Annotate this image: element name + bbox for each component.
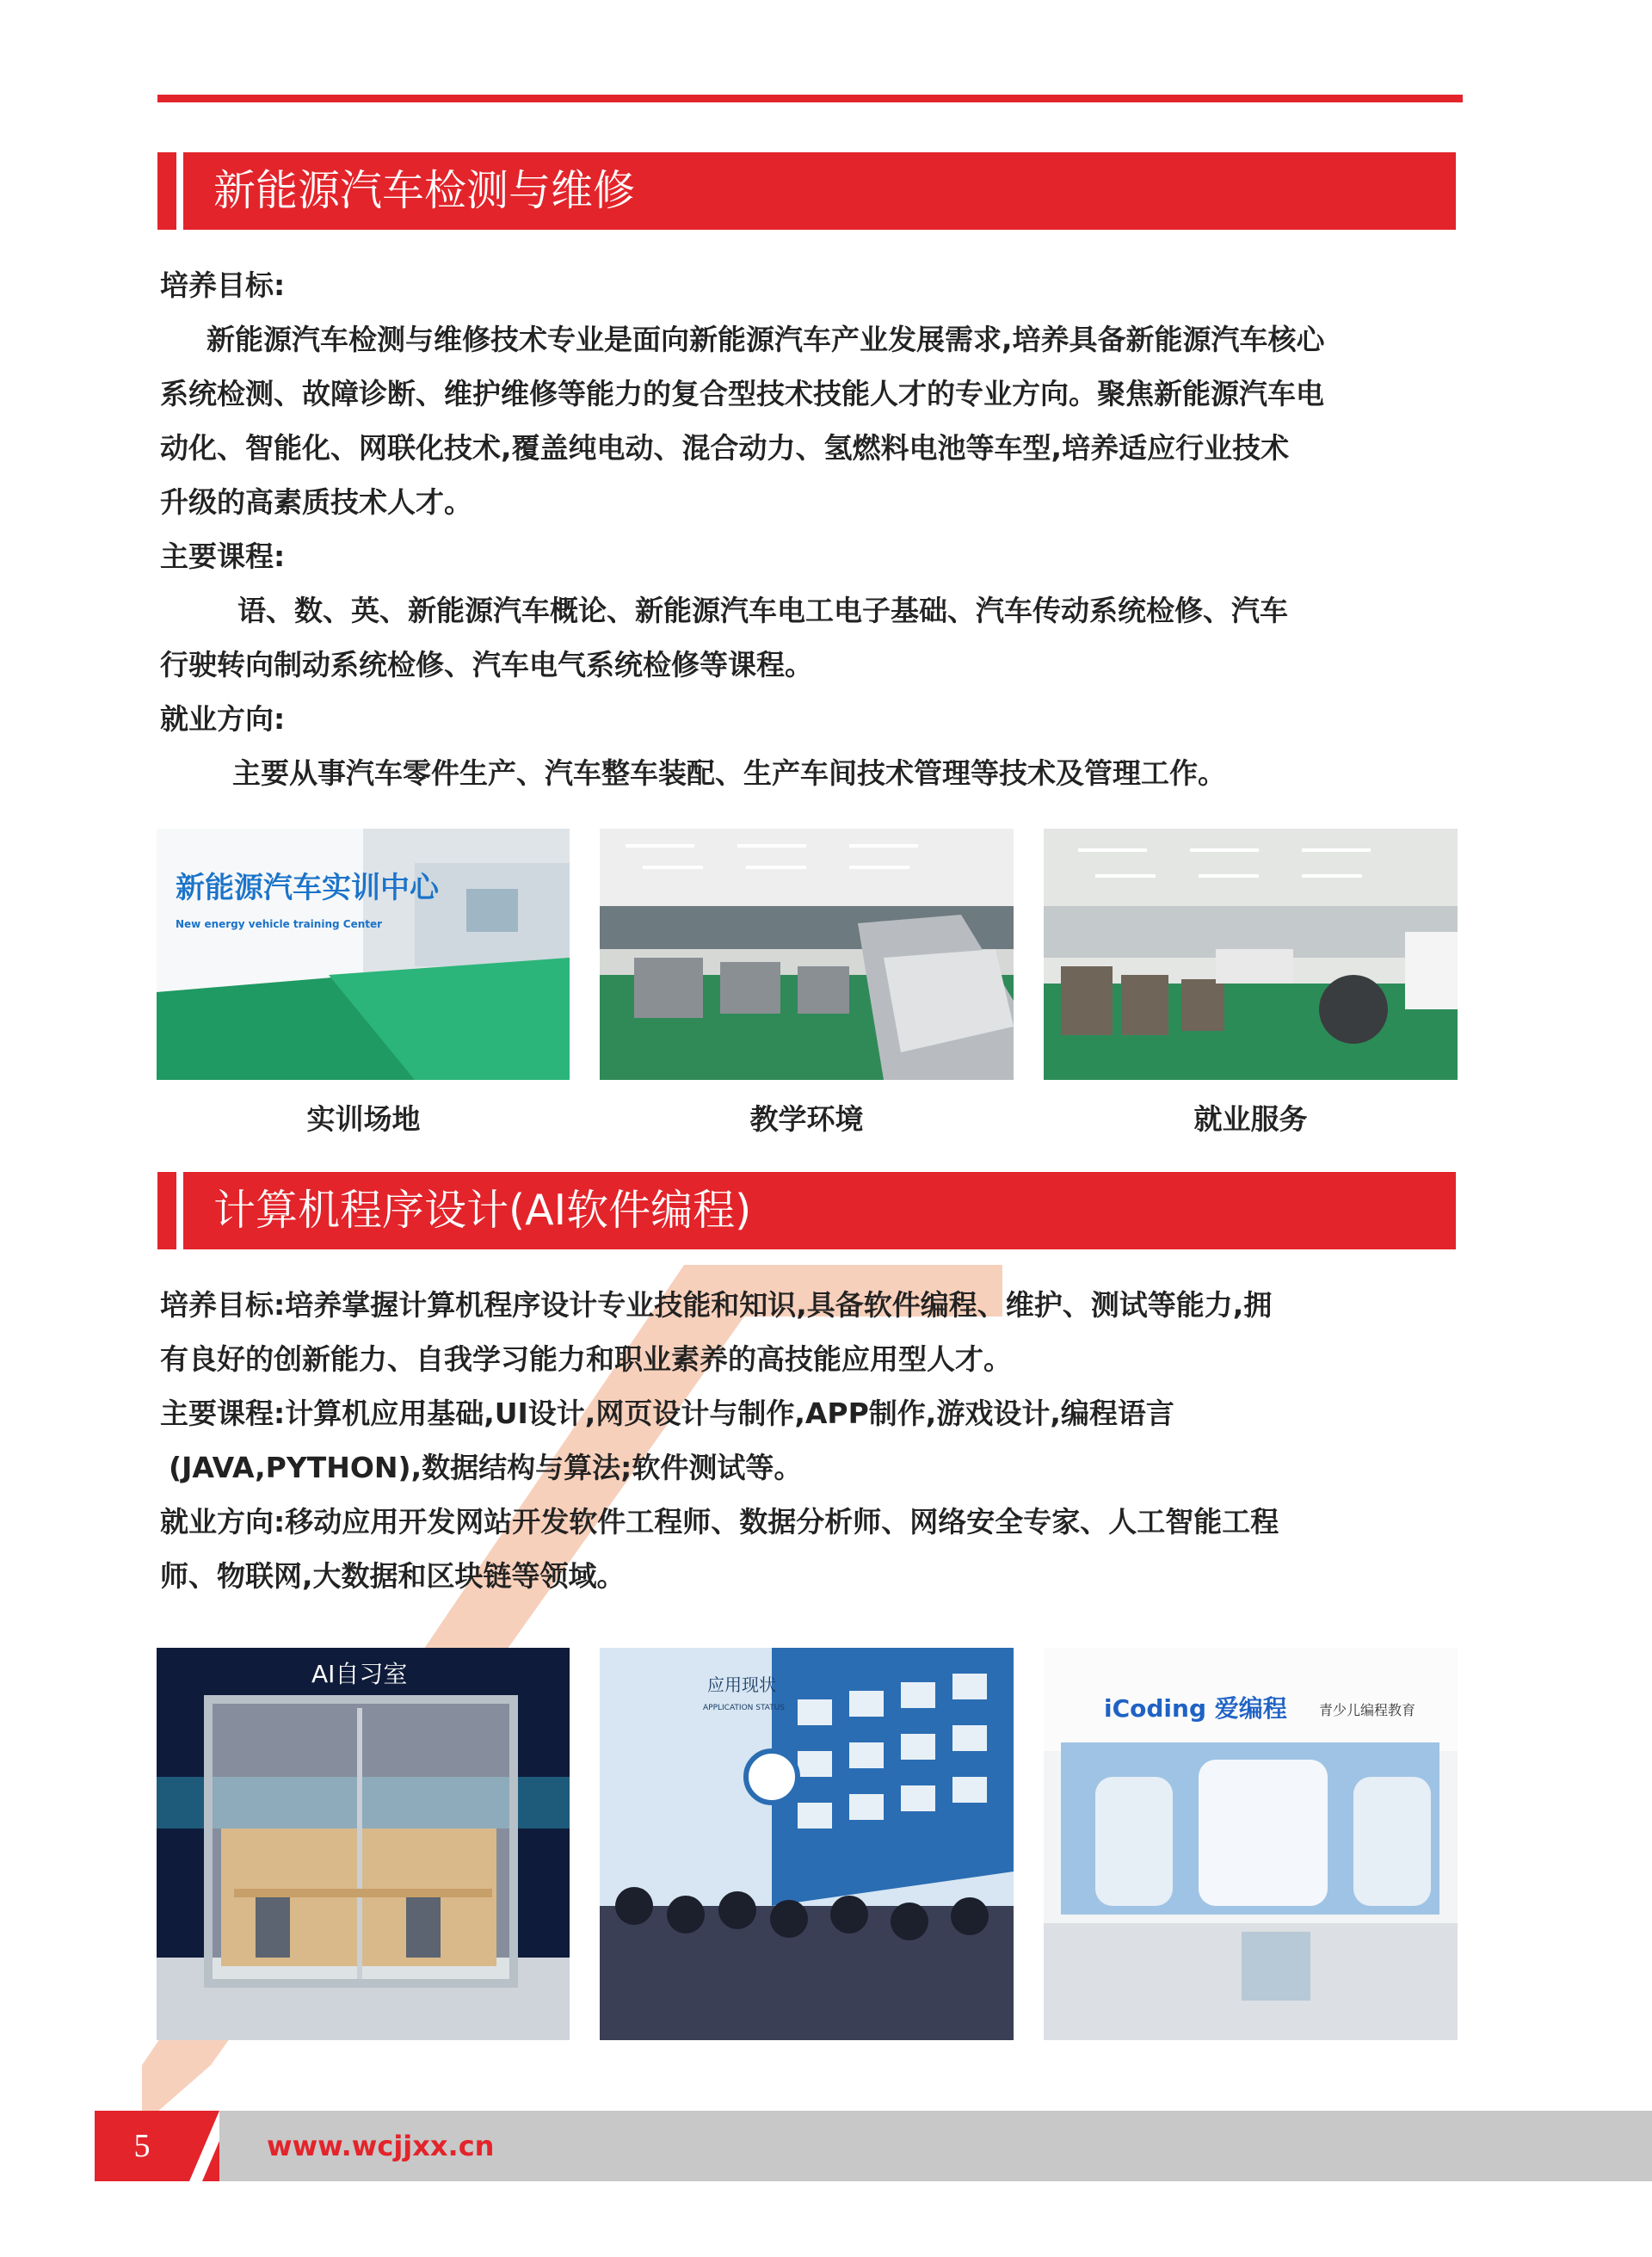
career-line: 师、物联网,大数据和区块链等领域。 bbox=[160, 1559, 626, 1593]
photo-training-site bbox=[157, 829, 570, 1080]
photo-teaching-env bbox=[600, 829, 1014, 1080]
training-center-sign-en: New energy vehicle training Center bbox=[176, 918, 383, 930]
goal-line: 动化、智能化、网联化技术,覆盖纯电动、混合动力、氢燃料电池等车型,培养适应行业技术 bbox=[160, 431, 1290, 465]
photo-ai-study-room bbox=[157, 1648, 570, 2040]
career-line: 主要从事汽车零件生产、汽车整车装配、生产车间技术管理等技术及管理工作。 bbox=[232, 756, 1226, 790]
goal-line: 升级的高素质技术人才。 bbox=[160, 485, 472, 519]
section-ev-text bbox=[160, 258, 1451, 800]
goal-line: 培养目标:培养掌握计算机程序设计专业技能和知识,具备软件编程、维护、测试等能力,拥 bbox=[160, 1288, 1273, 1322]
course-line: 行驶转向制动系统检修、汽车电气系统检修等课程。 bbox=[160, 648, 813, 681]
photo-application-exhibit bbox=[600, 1648, 1014, 2040]
caption-teaching-env: 教学环境 bbox=[749, 1102, 864, 1136]
goal-line: 系统检测、故障诊断、维护维修等能力的复合型技术技能人才的专业方向。聚焦新能源汽车电 bbox=[160, 377, 1324, 410]
top-red-rule bbox=[157, 95, 1463, 102]
section-title-ev: 新能源汽车检测与维修 bbox=[213, 166, 636, 215]
application-status-sign-en: APPLICATION STATUS bbox=[703, 1704, 786, 1712]
banner-accent bbox=[176, 152, 183, 230]
icoding-brand: iCoding 爱编程 bbox=[1104, 1694, 1287, 1723]
photo-icoding-center bbox=[1044, 1648, 1458, 2040]
section-banner-ev bbox=[157, 152, 1456, 230]
course-heading: 主要课程: bbox=[160, 540, 286, 573]
application-status-sign: 应用现状 bbox=[707, 1674, 776, 1695]
section-programming-text bbox=[160, 1278, 1451, 1603]
photo-employment-service bbox=[1044, 829, 1458, 1080]
course-line: 语、数、英、新能源汽车概论、新能源汽车电工电子基础、汽车传动系统检修、汽车 bbox=[237, 594, 1288, 627]
section-title-programming: 计算机程序设计(AI软件编程) bbox=[213, 1186, 752, 1235]
website-link[interactable]: www.wcjjxx.cn bbox=[267, 2130, 495, 2162]
ai-study-room-sign: AI自习室 bbox=[311, 1660, 408, 1688]
page-number-badge bbox=[95, 2111, 219, 2181]
course-line: (JAVA,PYTHON),数据结构与算法;软件测试等。 bbox=[169, 1451, 803, 1484]
section-banner-programming bbox=[157, 1172, 1456, 1249]
caption-employment-service: 就业服务 bbox=[1193, 1102, 1308, 1136]
goal-heading: 培养目标: bbox=[160, 268, 286, 302]
icoding-slogan: 青少儿编程教育 bbox=[1319, 1702, 1416, 1718]
goal-line: 有良好的创新能力、自我学习能力和职业素养的高技能应用型人才。 bbox=[160, 1342, 1012, 1376]
page-number: 5 bbox=[133, 2128, 151, 2164]
career-heading: 就业方向: bbox=[160, 702, 286, 736]
banner-accent bbox=[176, 1172, 183, 1249]
course-line: 主要课程:计算机应用基础,UI设计,网页设计与制作,APP制作,游戏设计,编程语言 bbox=[160, 1397, 1174, 1430]
goal-line: 新能源汽车检测与维修技术专业是面向新能源汽车产业发展需求,培养具备新能源汽车核心 bbox=[206, 323, 1325, 356]
training-center-sign: 新能源汽车实训中心 bbox=[176, 871, 439, 905]
career-line: 就业方向:移动应用开发网站开发软件工程师、数据分析师、网络安全专家、人工智能工程 bbox=[160, 1505, 1279, 1539]
caption-training-site: 实训场地 bbox=[306, 1102, 421, 1136]
